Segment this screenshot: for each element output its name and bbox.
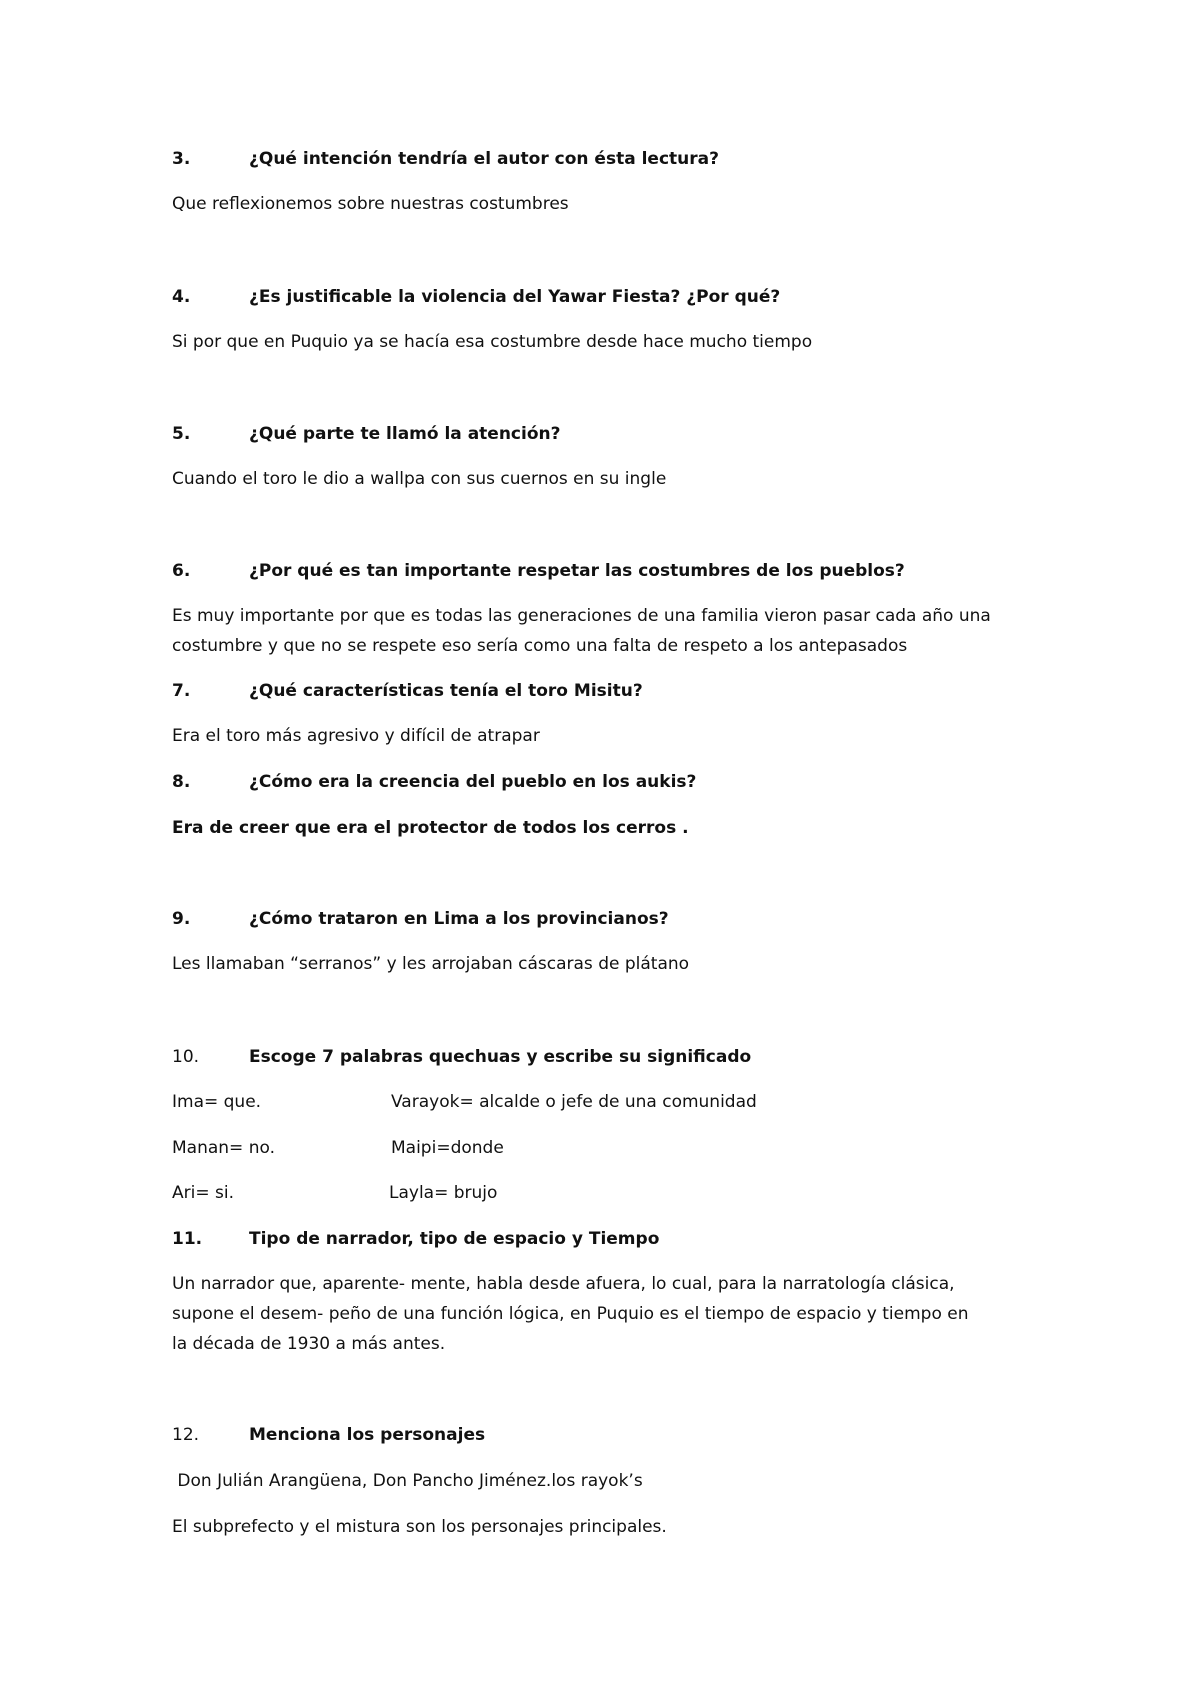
answer-12-line-1: Don Julián Arangüena, Don Pancho Jiménez.los rayok’s — [172, 1471, 643, 1491]
question-text: ¿Qué características tenía el toro Misitu? — [249, 681, 643, 701]
question-text: ¿Cómo era la creencia del pueblo en los aukis? — [249, 772, 697, 792]
question-text: ¿Qué intención tendría el autor con ésta lectura? — [249, 149, 719, 169]
vocab-item-right: Layla= brujo — [389, 1183, 498, 1203]
answer-9: Les llamaban “serranos” y les arrojaban cáscaras de plátano — [172, 954, 690, 974]
question-10 — [172, 1046, 751, 1068]
answer-12-line-2: El subprefecto y el mistura son los personajes principales. — [172, 1517, 667, 1537]
vocab-item-left: Ima= que. — [172, 1092, 262, 1112]
answer-4: Si por que en Puquio ya se hacía esa costumbre desde hace mucho tiempo — [172, 332, 813, 352]
question-8 — [172, 771, 696, 793]
vocab-item-left: Ari= si. — [172, 1183, 234, 1203]
question-4 — [172, 286, 780, 308]
question-text: ¿Por qué es tan importante respetar las costumbres de los pueblos? — [249, 561, 905, 581]
answer-7: Era el toro más agresivo y difícil de atrapar — [172, 726, 540, 746]
question-number: 7. — [172, 681, 191, 701]
question-text: ¿Cómo trataron en Lima a los provincianos? — [249, 909, 669, 929]
answer-6-line-1: Es muy importante por que es todas las generaciones de una familia vieron pasar cada año una — [172, 606, 991, 626]
question-number: 8. — [172, 772, 191, 792]
answer-5: Cuando el toro le dio a wallpa con sus cuernos en su ingle — [172, 469, 667, 489]
question-text: Escoge 7 palabras quechuas y escribe su significado — [249, 1047, 752, 1067]
question-12 — [172, 1424, 485, 1446]
question-text: Tipo de narrador, tipo de espacio y Tiempo — [249, 1229, 660, 1249]
question-number: 11. — [172, 1229, 203, 1249]
question-text: ¿Qué parte te llamó la atención? — [249, 424, 561, 444]
answer-6-line-2: costumbre y que no se respete eso sería como una falta de respeto a los antepasados — [172, 636, 908, 656]
question-number: 3. — [172, 149, 191, 169]
vocab-item-right: Maipi=donde — [391, 1138, 504, 1158]
question-text: ¿Es justificable la violencia del Yawar Fiesta? ¿Por qué? — [249, 287, 781, 307]
question-text: Menciona los personajes — [249, 1425, 486, 1445]
answer-11-line-2: supone el desem- peño de una función lógica, en Puquio es el tiempo de espacio y tiempo en — [172, 1304, 969, 1324]
question-11 — [172, 1228, 659, 1250]
question-7 — [172, 680, 643, 702]
answer-3: Que reflexionemos sobre nuestras costumbres — [172, 194, 569, 214]
question-6 — [172, 560, 905, 582]
vocab-item-right: Varayok= alcalde o jefe de una comunidad — [391, 1092, 757, 1112]
question-9 — [172, 908, 669, 930]
question-number: 9. — [172, 909, 191, 929]
question-5 — [172, 423, 560, 445]
answer-8: Era de creer que era el protector de todos los cerros . — [172, 818, 689, 838]
question-number: 6. — [172, 561, 191, 581]
question-number: 5. — [172, 424, 191, 444]
question-number: 4. — [172, 287, 191, 307]
answer-11-line-1: Un narrador que, aparente- mente, habla desde afuera, lo cual, para la narratología clásica, — [172, 1274, 955, 1294]
question-3 — [172, 148, 719, 170]
vocab-item-left: Manan= no. — [172, 1138, 275, 1158]
answer-11-line-3: la década de 1930 a más antes. — [172, 1334, 446, 1354]
question-number: 10. — [172, 1047, 200, 1067]
question-number: 12. — [172, 1425, 200, 1445]
